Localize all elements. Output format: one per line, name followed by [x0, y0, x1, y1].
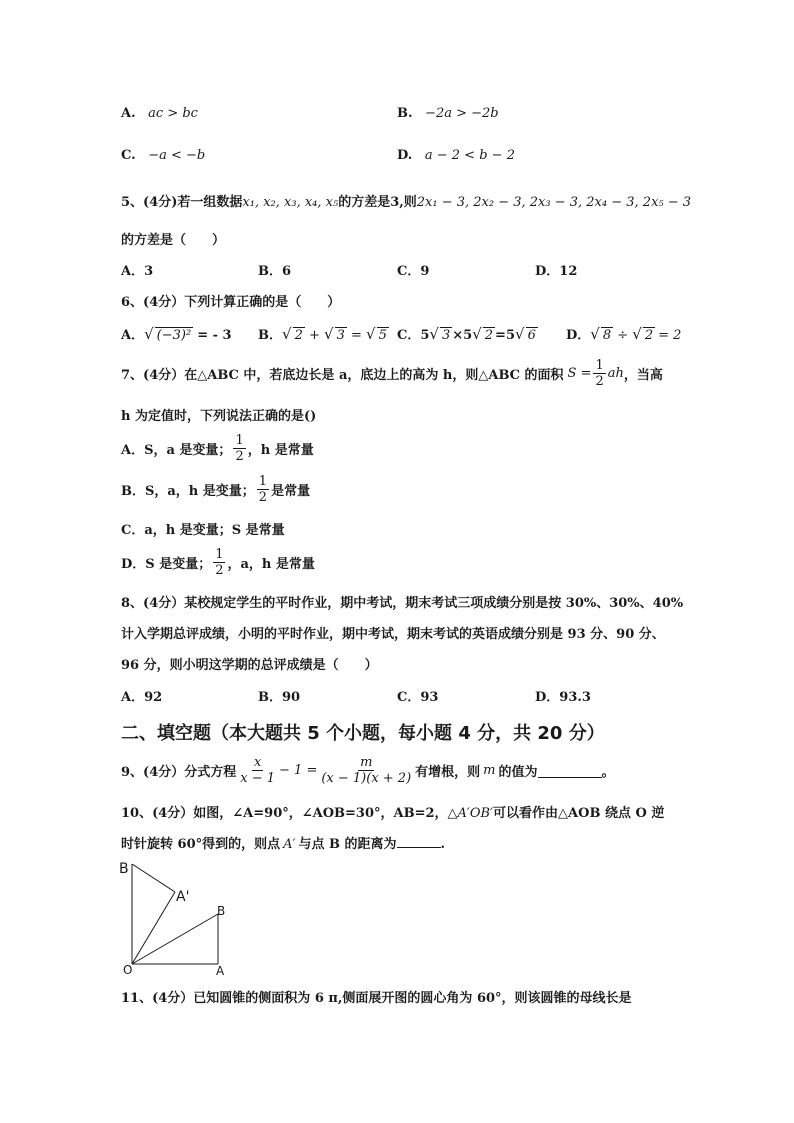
segment-ob [132, 914, 218, 964]
q8-option-c: C．93 [397, 690, 439, 705]
q8-option-d: D．93.3 [535, 690, 591, 705]
q8-option-b: B．90 [258, 690, 301, 705]
q6-option-c: C．5√ 3 ×5√ 2 =5√ 6 [397, 325, 536, 343]
q7-option-d: D．S 是变量； $\frac{1}{2}$ ，a，h 是常量 [121, 547, 315, 578]
answer-blank[interactable] [538, 763, 602, 778]
q4-option-b [397, 106, 499, 121]
q8-stem-line1: 8、(4分）某校规定学生的平时作业，期中考试，期末考试三项成绩分别是按 30%、30%、40% [121, 596, 684, 611]
q6-option-a: A．√ (−3)² = - 3 [121, 325, 232, 343]
q8-option-a: A．92 [121, 690, 163, 705]
q7-option-c: C．a，h 是变量；S 是常量 [121, 523, 285, 538]
q10-stem-line1: 10、(4分）如图，∠A=90°，∠AOB=30°，AB=2，△A′OB′可以看作由△AOB 绕点 O 逆 [121, 806, 665, 821]
option-expression: a − 2 < b − 2 [424, 148, 515, 163]
q4-option-c [121, 148, 205, 163]
label-o: O [123, 963, 133, 977]
segment-a-prime-b-prime [132, 864, 175, 892]
q7-stem-line2: h 为定值时，下列说法正确的是() [121, 409, 317, 424]
radicand: (−3)² [156, 328, 192, 343]
q5-option-b: B．6 [258, 264, 292, 279]
option-label: B. [397, 106, 413, 121]
label-b-prime: B [119, 861, 129, 877]
q5-stem-line1 [121, 191, 691, 210]
q9-stem: 9、(4分）分式方程 $\frac{x}{x - 1}$ − 1 = $\frac{m}{(x - 1)(x + 2)}$ 有增根，则 m 的值为 。 [121, 755, 615, 786]
q5-option-c: C．9 [397, 264, 430, 279]
fraction-x-over-x-minus-1: $\frac{x}{x - 1}$ [240, 755, 276, 786]
q5-stem-line2: 的方差是（ ） [121, 233, 226, 248]
q5-data-set: x₁, x₂, x₃, x₄, x₅ [242, 195, 339, 210]
q7-option-b: B．S，a，h 是变量； $\frac{1}{2}$ 是常量 [121, 474, 311, 505]
q10-stem-line2: 时针旋转 60°得到的，则点 A′ 与点 B 的距离为 . [121, 833, 445, 852]
fraction-one-half: $\frac{1}{2}$ [235, 433, 244, 464]
section-heading: 二、填空题（本大题共 5 个小题，每小题 4 分，共 20 分） [121, 723, 605, 744]
q4-option-d [397, 148, 515, 163]
fraction-one-half: $\frac{1}{2}$ [215, 547, 224, 578]
segment-oa-prime [132, 892, 175, 964]
label-b: B [217, 904, 226, 918]
option-expression: −a < −b [148, 148, 206, 163]
fraction-m-over-product: $\frac{m}{(x - 1)(x + 2)}$ [321, 755, 412, 786]
option-expression: ac > bc [148, 106, 198, 121]
q5-transformed-set: 2x₁ − 3, 2x₂ − 3, 2x₃ − 3, 2x₄ − 3, 2x₅ − 3 [416, 195, 692, 210]
fraction-one-half: $\frac{1}{2}$ [595, 358, 604, 389]
option-label: A. [121, 106, 136, 121]
q5-option-a: A．3 [121, 264, 154, 279]
fraction-one-half: $\frac{1}{2}$ [258, 474, 268, 505]
q7-stem-line1: 7、(4分）在△ABC 中，若底边长是 a，底边上的高为 h，则△ABC 的面积 S = $\frac{1}{2}$ ah ，当高 [121, 358, 663, 389]
option-label: D. [397, 148, 413, 163]
option-label: C. [121, 148, 136, 163]
rotation-figure [112, 854, 242, 978]
q6-option-d: D．√ 8 ÷ √ 2 = 2 [566, 325, 682, 343]
q6-option-b: B．√ 2 + √ 3 = √ 5 [258, 325, 387, 343]
q8-stem-line3: 96 分，则小明这学期的总评成绩是（ ） [121, 658, 378, 673]
q5-option-d: D．12 [535, 264, 578, 279]
q8-stem-line2: 计入学期总评成绩，小明的平时作业，期中考试，期末考试的英语成绩分别是 93 分、90 分、 [121, 627, 665, 642]
q6-stem: 6、(4分）下列计算正确的是（ ） [121, 295, 341, 310]
q7-option-a: A．S，a 是变量； $\frac{1}{2}$ ，h 是常量 [121, 433, 314, 464]
option-expression: −2a > −2b [425, 106, 499, 121]
q4-option-a [121, 106, 198, 121]
q5-prefix: 5、(4分)若一组数据 [121, 195, 243, 210]
q5-middle: 的方差是3,则 [338, 195, 417, 210]
label-a: A [216, 964, 225, 978]
answer-blank[interactable] [397, 833, 441, 848]
q11-stem-line1: 11、(4分）已知圆锥的侧面积为 6 π,侧面展开图的圆心角为 60°，则该圆锥的母线长是 [121, 991, 632, 1006]
label-a-prime: A' [176, 889, 190, 905]
